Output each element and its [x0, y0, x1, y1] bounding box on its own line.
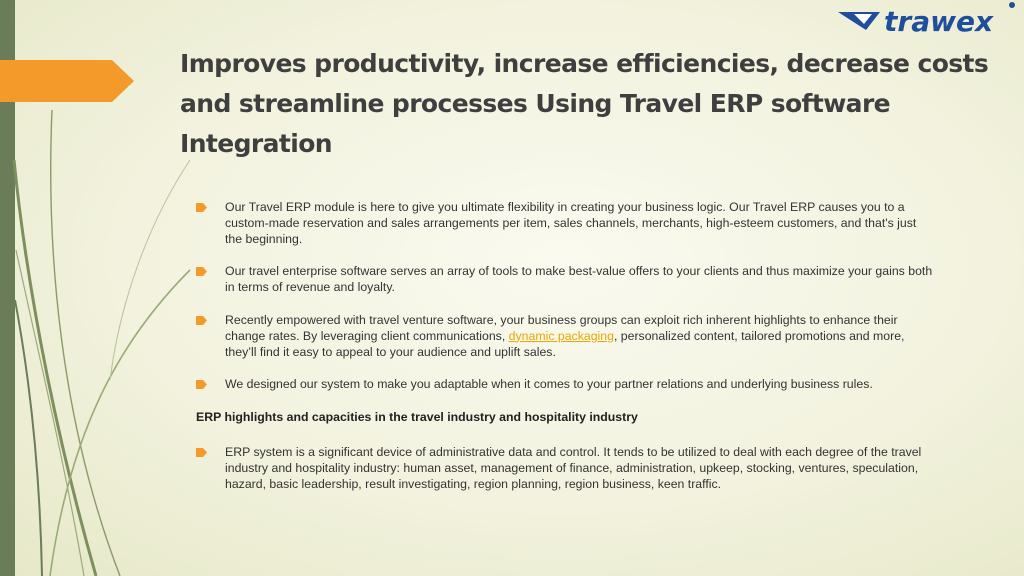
bullet-text: Recently empowered with travel venture software, your business groups can exploit rich inherent highlights to enhance their change rates. By leveraging client communications,	[225, 312, 898, 343]
bullet-item	[196, 445, 936, 492]
bullet-arrow-icon	[196, 203, 207, 212]
bullet-arrow-icon	[196, 267, 207, 276]
bullet-arrow-icon	[196, 380, 207, 389]
title-arrow-decoration	[0, 60, 134, 102]
bullet-item	[196, 313, 936, 360]
content-body	[196, 200, 936, 492]
bullet-text: , personalized content, tailored promotions and more, they’ll find it easy to appeal to your audience and uplift sales.	[225, 328, 905, 359]
trawex-logo	[836, 0, 1024, 40]
bullet-text: Our travel enterprise software serves an array of tools to make best-value offers to your clients and thus maximize your gains both in terms of revenue and loyalty.	[225, 264, 933, 295]
section-subheading: ERP highlights and capacities in the travel industry and hospitality industry	[196, 410, 638, 425]
bullet-text: We designed our system to make you adaptable when it comes to your partner relations and underlying business rules.	[225, 377, 873, 392]
bullet-arrow-icon	[196, 316, 207, 325]
dynamic-packaging-link[interactable]: dynamic packaging	[508, 328, 614, 343]
bullet-item	[196, 200, 936, 247]
bullet-item	[196, 264, 936, 296]
bullet-arrow-icon	[196, 448, 207, 457]
arrow-shape	[0, 60, 134, 102]
page-title: Improves productivity, increase efficiencies, decrease costs and streamline processes Using Travel ERP software Integration	[180, 49, 989, 158]
bullet-item	[196, 377, 936, 393]
bullet-text: ERP system is a significant device of administrative data and control. It tends to be utilized to deal with each degree of the travel industry and hospitality industry: human asset, management of finance, administration, upkeep, stocking, ventures, speculation, hazard, basic leadership, result investigating, region planning, region business, keen traffic.	[225, 444, 922, 491]
bullet-text: Our Travel ERP module is here to give you ultimate flexibility in creating your business logic. Our Travel ERP causes you to a custom-made reservation and sales arrangements per item, sales channels, merchants, high-esteem customers, and that's just the beginning.	[225, 200, 917, 246]
logo-text: trawex	[884, 5, 994, 38]
